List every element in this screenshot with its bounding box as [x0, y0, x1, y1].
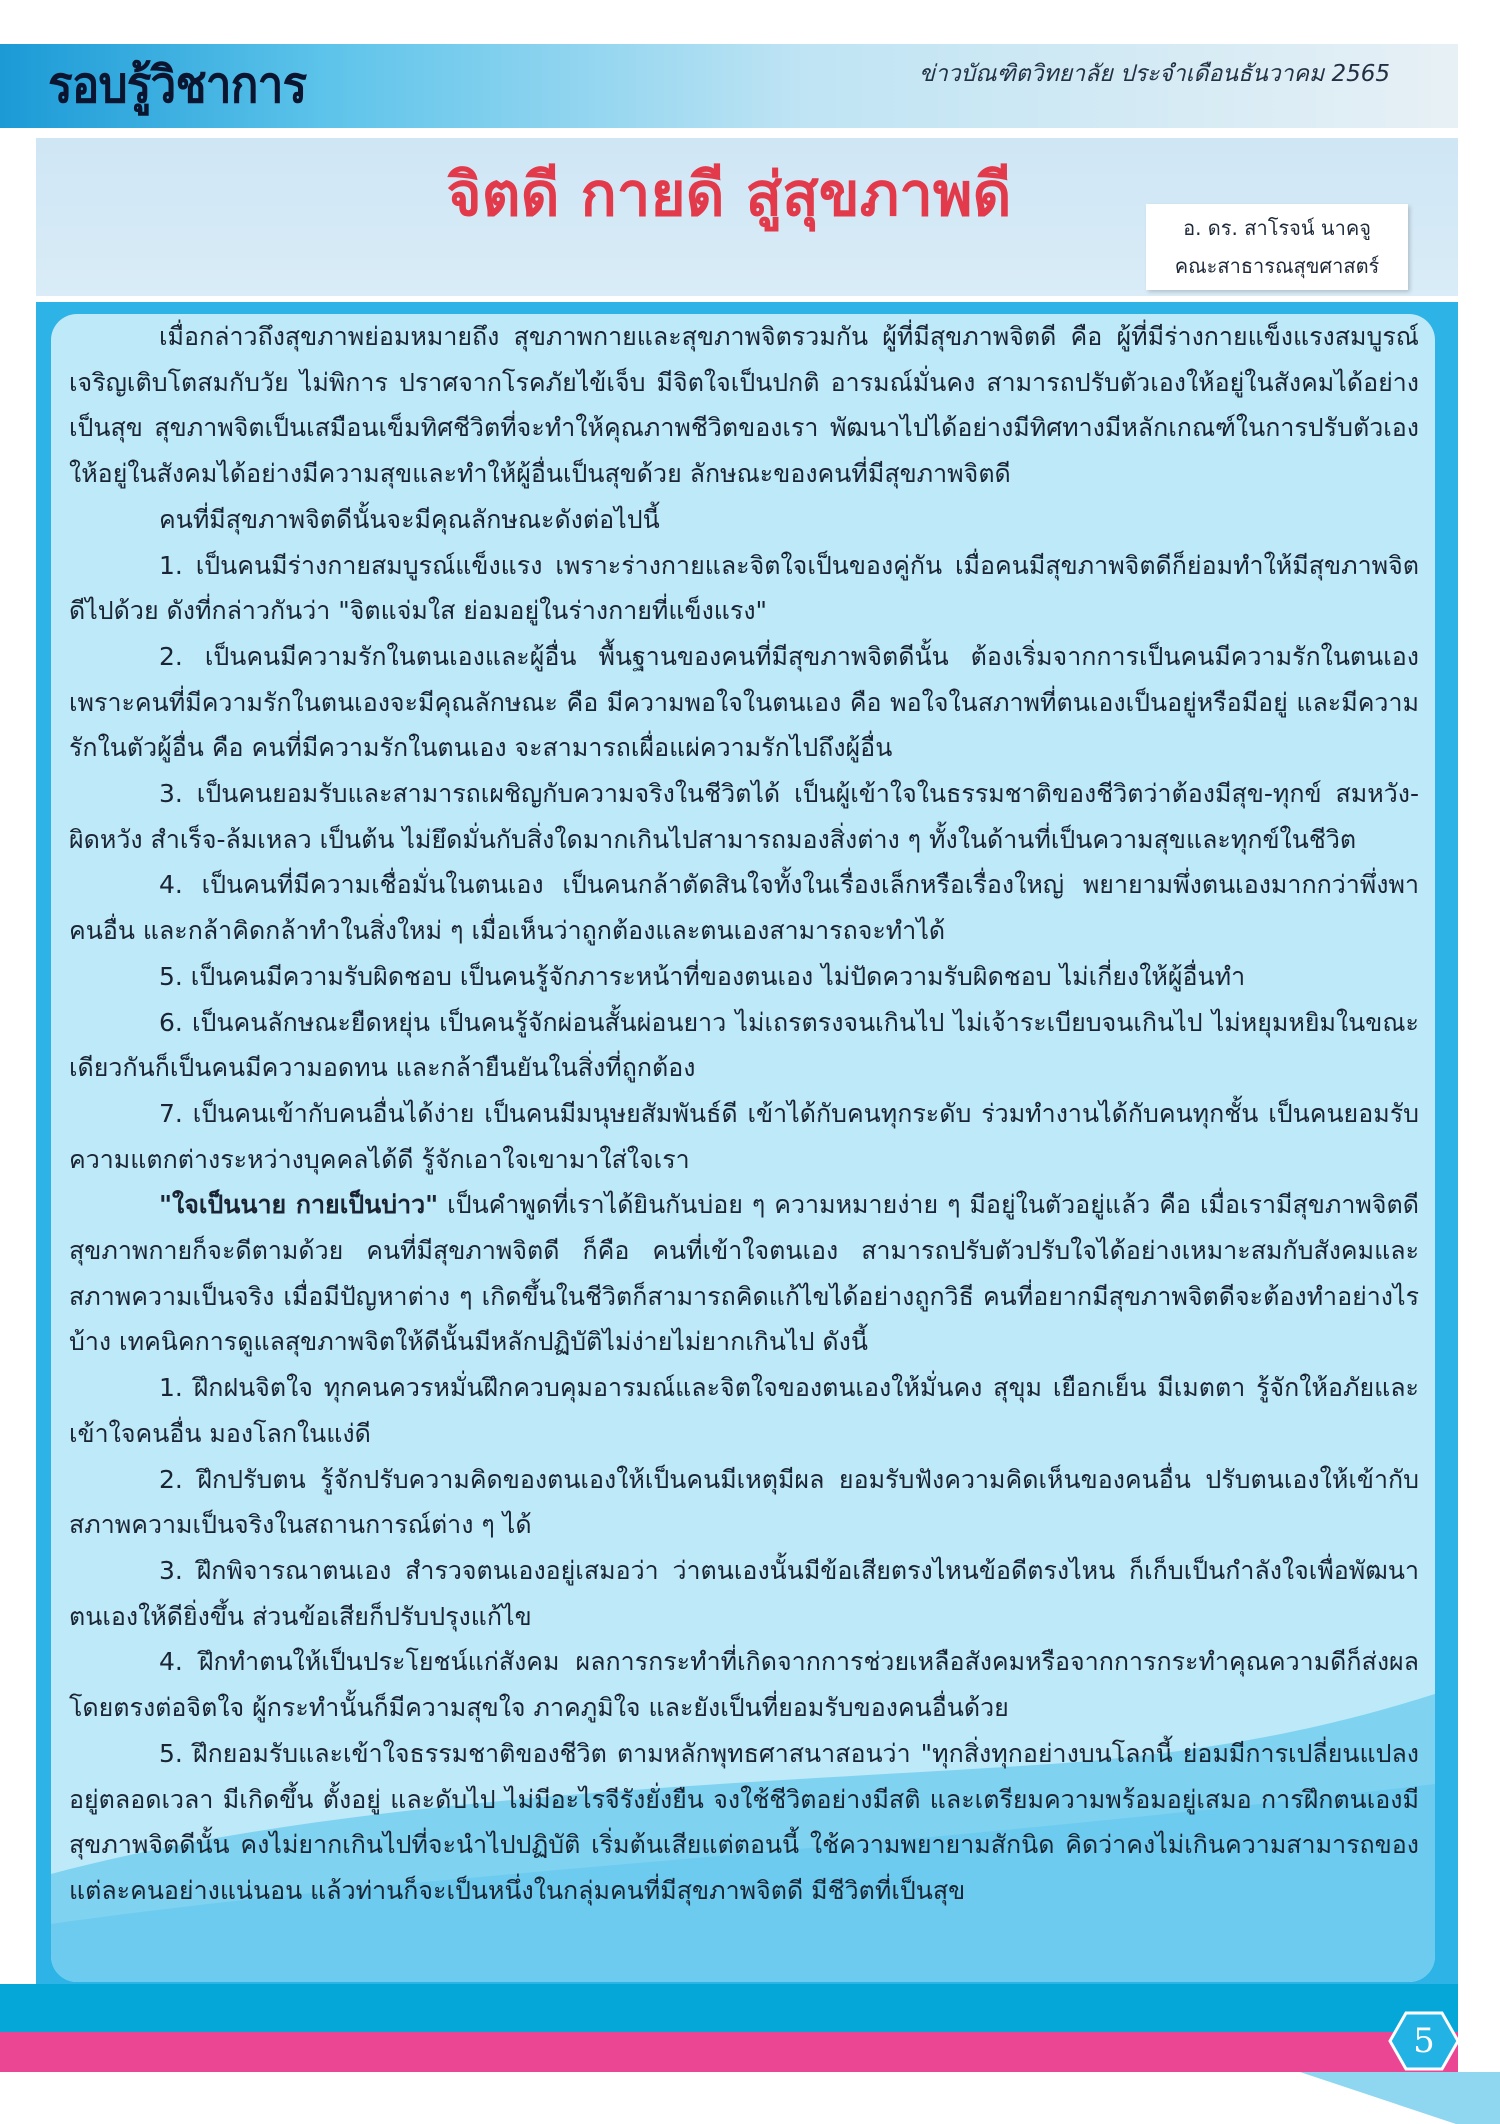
author-name: อ. ดร. สาโรจน์ นาคจู [1183, 216, 1371, 240]
article-title: จิตดี กายดี สู่สุขภาพดี [446, 160, 1012, 230]
paragraph: 1. เป็นคนมีร่างกายสมบูรณ์แข็งแรง เพราะร่างกายและจิตใจเป็นของคู่กัน เมื่อคนมีสุขภาพจิตดีก็ย่อมทำให้มีสุขภาพจิตดีไปด้วย ดังที่กล่าวกันว่า "จิตแจ่มใส ย่อมอยู่ในร่างกายที่แข็งแรง" [69, 550, 1419, 626]
article-text [69, 314, 1419, 1914]
paragraph: 2. เป็นคนมีความรักในตนเองและผู้อื่น พื้นฐานของคนที่มีสุขภาพจิตดีนั้น ต้องเริ่มจากการเป็นคนมีความรักในตนเอง เพราะคนที่มีความรักในตนเองจะมีคุณลักษณะ คือ มีความพอใจในตนเอง คือ พอใจในสภาพที่ตนเองเป็นอยู่หรือมีอยู่ และมีความรักในตัวผู้อื่น คือ คนที่มีความรักในตนเอง จะสามารถเผื่อแผ่ความรักไปถึงผู้อื่น [69, 641, 1419, 763]
practice-item: 5. ฝึกยอมรับและเข้าใจธรรมชาติของชีวิต ตามหลักพุทธศาสนาสอนว่า "ทุกสิ่งทุกอย่างบนโลกนี้ ย่อมมีการเปลี่ยนแปลงอยู่ตลอดเวลา มีเกิดขึ้น ตั้งอยู่ และดับไป ไม่มีอะไรจีรังยั่งยืน จงใช้ชีวิตอย่างมีสติ และเตรียมความพร้อมอยู่เสมอ การฝึกตนเองมีสุขภาพจิตดีนั้น คงไม่ยากเกินไปที่จะนำไปปฏิบัติ เริ่มต้นเสียแต่ตอนนี้ ใช้ความพยายามสักนิด คิดว่าคงไม่เกินความสามารถของแต่ละคนอย่างแน่นอน แล้วท่านก็จะเป็นหนึ่งในกลุ่มคนที่มีสุขภาพจิตดี มีชีวิตที่เป็นสุข [69, 1738, 1419, 1905]
article-body [51, 314, 1435, 1982]
practice-item: 3. ฝึกพิจารณาตนเอง สำรวจตนเองอยู่เสมอว่า ว่าตนเองนั้นมีข้อเสียตรงไหนข้อดีตรงไหน ก็เก็บเป็นกำลังใจเพื่อพัฒนาตนเองให้ดียิ่งขึ้น ส่วนข้อเสียก็ปรับปรุงแก้ไข [69, 1555, 1419, 1631]
section-title: รอบรู้วิชาการ [48, 56, 307, 114]
quote-paragraph [69, 1182, 1419, 1365]
page-number: 5 [1413, 2021, 1435, 2061]
footer-bar-cyan [0, 1984, 1458, 2032]
paragraph: เมื่อกล่าวถึงสุขภาพย่อมหมายถึง สุขภาพกายและสุขภาพจิตรวมกัน ผู้ที่มีสุขภาพจิตดี คือ ผู้ที่มีร่างกายแข็งแรงสมบูรณ์ เจริญเติบโตสมกับวัย ไม่พิการ ปราศจากโรคภัยไข้เจ็บ มีจิตใจเป็นปกติ อารมณ์มั่นคง สามารถปรับตัวเองให้อยู่ในสังคมได้อย่างเป็นสุข สุขภาพจิตเป็นเสมือนเข็มทิศชีวิตที่จะทำให้คุณภาพชีวิตของเรา พัฒนาไปได้อย่างมีทิศทางมีหลักเกณฑ์ในการปรับตัวเองให้อยู่ในสังคมได้อย่างมีความสุขและทำให้ผู้อื่นเป็นสุขด้วย ลักษณะของคนที่มีสุขภาพจิตดี [69, 322, 1419, 489]
author-card [1146, 204, 1408, 290]
paragraph: 7. เป็นคนเข้ากับคนอื่นได้ง่าย เป็นคนมีมนุษยสัมพันธ์ดี เข้าได้กับคนทุกระดับ ร่วมทำงานได้กับคนทุกชั้น เป็นคนยอมรับความแตกต่างระหว่างบุคคลได้ดี รู้จักเอาใจเขามาใส่ใจเรา [69, 1098, 1419, 1174]
practice-item: 4. ฝึกทำตนให้เป็นประโยชน์แก่สังคม ผลการกระทำที่เกิดจากการช่วยเหลือสังคมหรือจากการกระทำคุณความดีก็ส่งผลโดยตรงต่อจิตใจ ผู้กระทำนั้นก็มีความสุขใจ ภาคภูมิใจ และยังเป็นที่ยอมรับของคนอื่นด้วย [69, 1647, 1419, 1723]
paragraph: 6. เป็นคนลักษณะยืดหยุ่น เป็นคนรู้จักผ่อนสั้นผ่อนยาว ไม่เถรตรงจนเกินไป ไม่เจ้าระเบียบจนเกินไป ไม่หยุมหยิมในขณะเดียวกันก็เป็นคนมีความอดทน และกล้ายืนยันในสิ่งที่ถูกต้อง [69, 1007, 1419, 1083]
author-affiliation: คณะสาธารณสุขศาสตร์ [1174, 254, 1380, 278]
quote-bold: "ใจเป็นนาย กายเป็นบ่าว" [159, 1190, 439, 1220]
footer-bar-pink [0, 2032, 1458, 2072]
paragraph: 4. เป็นคนที่มีความเชื่อมั่นในตนเอง เป็นคนกล้าตัดสินใจทั้งในเรื่องเล็กหรือเรื่องใหญ่ พยายามพึ่งตนเองมากกว่าพึ่งพาคนอื่น และกล้าคิดกล้าทำในสิ่งใหม่ ๆ เมื่อเห็นว่าถูกต้องและตนเองสามารถจะทำได้ [69, 870, 1419, 946]
paragraph: 5. เป็นคนมีความรับผิดชอบ เป็นคนรู้จักภาระหน้าที่ของตนเอง ไม่ปัดความรับผิดชอบ ไม่เกี่ยงให้ผู้อื่นทำ [159, 961, 1246, 991]
practice-item: 1. ฝึกฝนจิตใจ ทุกคนควรหมั่นฝึกควบคุมอารมณ์และจิตใจของตนเองให้มั่นคง สุขุม เยือกเย็น มีเมตตา รู้จักให้อภัยและเข้าใจคนอื่น มองโลกในแง่ดี [69, 1373, 1419, 1448]
paragraph: 3. เป็นคนยอมรับและสามารถเผชิญกับความจริงในชีวิตได้ เป็นผู้เข้าใจในธรรมชาติของชีวิตว่าต้องมีสุข-ทุกข์ สมหวัง-ผิดหวัง สำเร็จ-ล้มเหลว เป็นต้น ไม่ยึดมั่นกับสิ่งใดมากเกินไปสามารถมองสิ่งต่าง ๆ ทั้งในด้านที่เป็นความสุขและทุกข์ในชีวิต [69, 779, 1419, 854]
practice-item: 2. ฝึกปรับตน รู้จักปรับความคิดของตนเองให้เป็นคนมีเหตุมีผล ยอมรับฟังความคิดเห็นของคนอื่น ปรับตนเองให้เข้ากับสภาพความเป็นจริงในสถานการณ์ต่าง ๆ ได้ [69, 1464, 1419, 1540]
issue-label: ข่าวบัณฑิตวิทยาลัย ประจำเดือนธันวาคม 2565 [919, 61, 1390, 87]
paragraph: คนที่มีสุขภาพจิตดีนั้นจะมีคุณลักษณะดังต่อไปนี้ [159, 504, 660, 534]
quote-rest: เป็นคำพูดที่เราได้ยินกันบ่อย ๆ ความหมายง่าย ๆ มีอยู่ในตัวอยู่แล้ว คือ เมื่อเรามีสุขภาพจิตดี สุขภาพกายก็จะดีตามด้วย คนที่มีสุขภาพจิตดี ก็คือ คนที่เข้าใจตนเอง สามารถปรับตัวปรับใจได้อย่างเหมาะสมกับสังคมและสภาพความเป็นจริง เมื่อมีปัญหาต่าง ๆ เกิดขึ้นในชีวิตก็สามารถคิดแก้ไขได้อย่างถูกวิธี คนที่อยากมีสุขภาพจิตดีจะต้องทำอย่างไรบ้าง เทคนิคการดูแลสุขภาพจิตให้ดีนั้นมีหลักปฏิบัติไม่ง่ายไม่ยากเกินไป ดังนี้ [69, 1190, 1419, 1357]
